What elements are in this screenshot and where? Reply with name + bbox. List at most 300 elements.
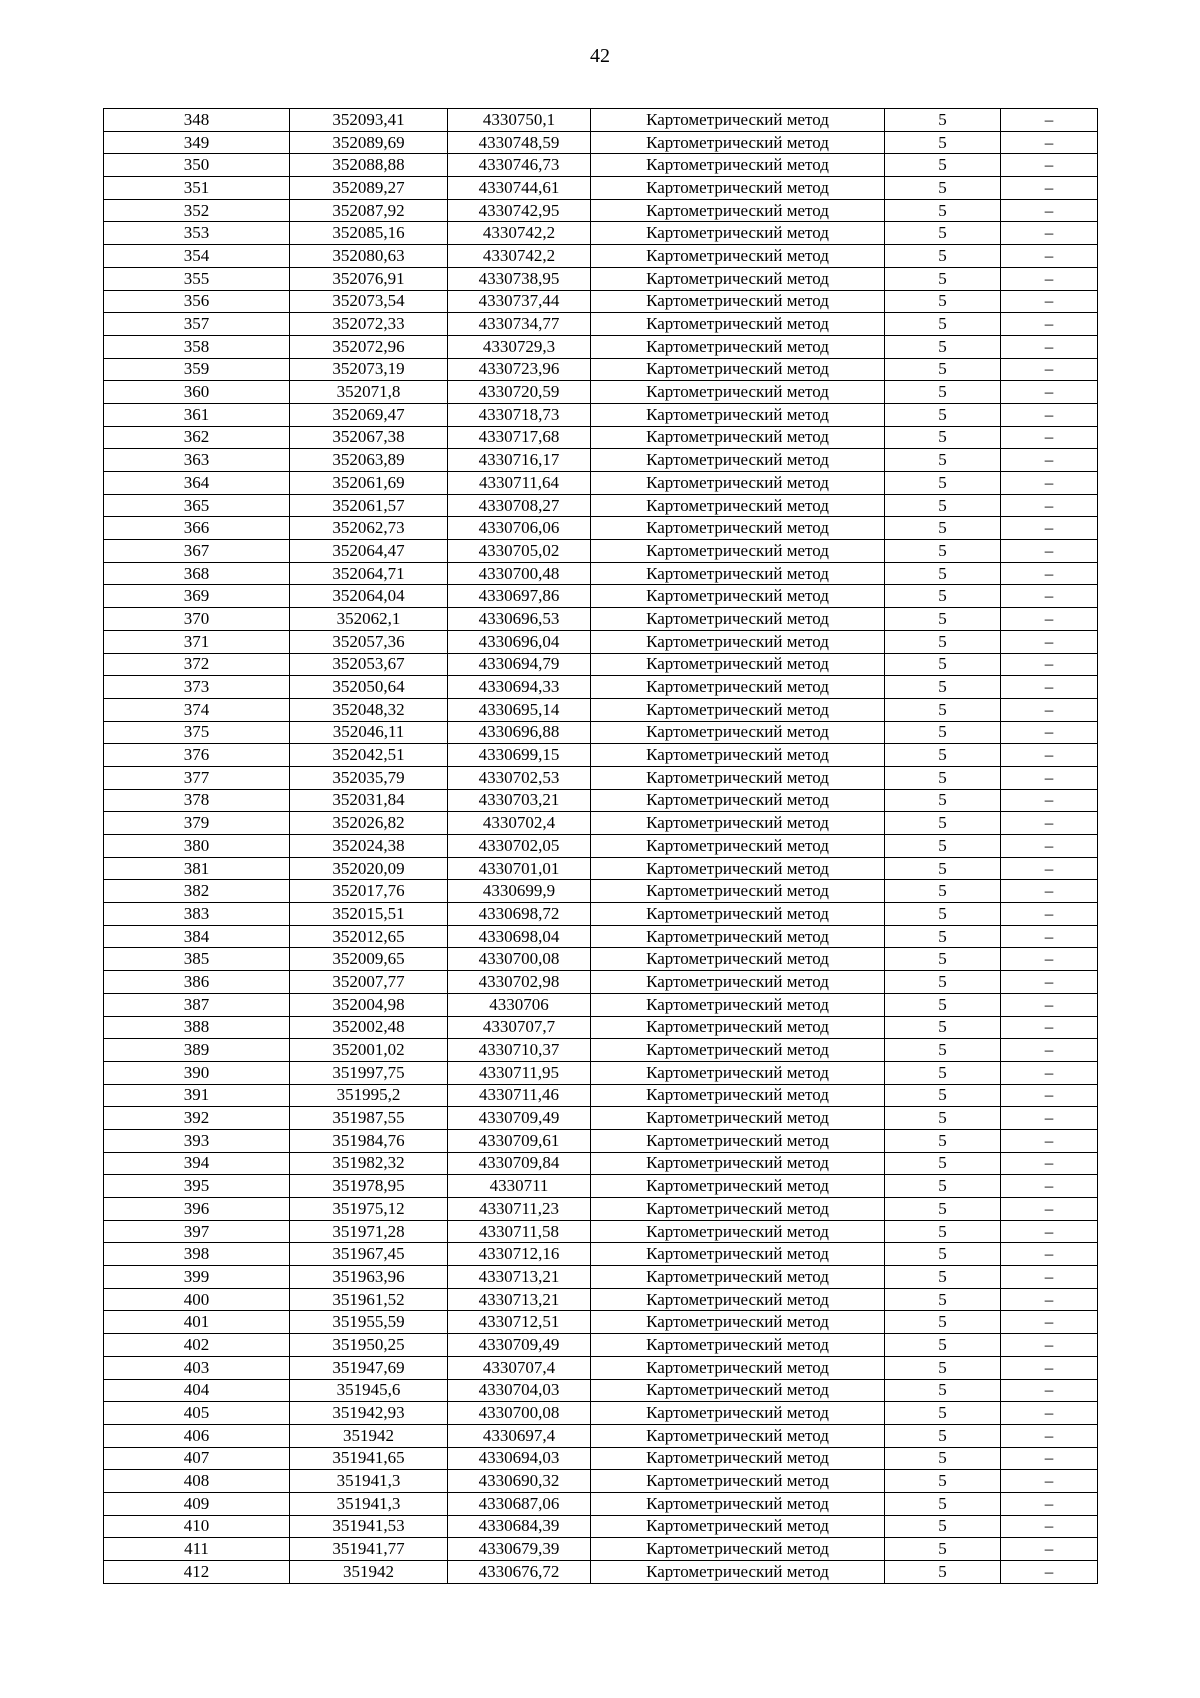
- point-number-cell: 382: [104, 880, 290, 903]
- note-cell: –: [1001, 1379, 1098, 1402]
- accuracy-cell: 5: [885, 857, 1001, 880]
- point-number-cell: 403: [104, 1356, 290, 1379]
- method-cell: Картометрический метод: [591, 1107, 885, 1130]
- x-coordinate-cell: 351963,96: [290, 1266, 448, 1289]
- note-cell: –: [1001, 653, 1098, 676]
- table-row: [104, 812, 1098, 835]
- accuracy-cell: 5: [885, 403, 1001, 426]
- note-cell: –: [1001, 1538, 1098, 1561]
- method-cell: Картометрический метод: [591, 903, 885, 926]
- y-coordinate-cell: 4330706,06: [448, 517, 591, 540]
- x-coordinate-cell: 352035,79: [290, 766, 448, 789]
- point-number-cell: 348: [104, 109, 290, 132]
- note-cell: –: [1001, 1356, 1098, 1379]
- accuracy-cell: 5: [885, 358, 1001, 381]
- note-cell: –: [1001, 925, 1098, 948]
- table-row: [104, 835, 1098, 858]
- table-row: [104, 1379, 1098, 1402]
- y-coordinate-cell: 4330708,27: [448, 494, 591, 517]
- y-coordinate-cell: 4330702,98: [448, 971, 591, 994]
- point-number-cell: 399: [104, 1266, 290, 1289]
- y-coordinate-cell: 4330687,06: [448, 1492, 591, 1515]
- y-coordinate-cell: 4330750,1: [448, 109, 591, 132]
- table-row: [104, 1538, 1098, 1561]
- note-cell: –: [1001, 381, 1098, 404]
- note-cell: –: [1001, 1243, 1098, 1266]
- method-cell: Картометрический метод: [591, 199, 885, 222]
- note-cell: –: [1001, 267, 1098, 290]
- y-coordinate-cell: 4330697,86: [448, 585, 591, 608]
- x-coordinate-cell: 352020,09: [290, 857, 448, 880]
- y-coordinate-cell: 4330711,95: [448, 1061, 591, 1084]
- y-coordinate-cell: 4330729,3: [448, 335, 591, 358]
- table-row: [104, 1288, 1098, 1311]
- y-coordinate-cell: 4330676,72: [448, 1561, 591, 1584]
- x-coordinate-cell: 352072,33: [290, 313, 448, 336]
- note-cell: –: [1001, 1220, 1098, 1243]
- x-coordinate-cell: 352071,8: [290, 381, 448, 404]
- point-number-cell: 358: [104, 335, 290, 358]
- method-cell: Картометрический метод: [591, 1039, 885, 1062]
- accuracy-cell: 5: [885, 1152, 1001, 1175]
- table-row: [104, 608, 1098, 631]
- x-coordinate-cell: 351945,6: [290, 1379, 448, 1402]
- accuracy-cell: 5: [885, 517, 1001, 540]
- accuracy-cell: 5: [885, 1288, 1001, 1311]
- x-coordinate-cell: 351941,3: [290, 1470, 448, 1493]
- accuracy-cell: 5: [885, 177, 1001, 200]
- method-cell: Картометрический метод: [591, 1424, 885, 1447]
- method-cell: Картометрический метод: [591, 154, 885, 177]
- note-cell: –: [1001, 1424, 1098, 1447]
- method-cell: Картометрический метод: [591, 222, 885, 245]
- table-row: [104, 109, 1098, 132]
- table-row: [104, 358, 1098, 381]
- note-cell: –: [1001, 1492, 1098, 1515]
- point-number-cell: 384: [104, 925, 290, 948]
- table-row: [104, 1447, 1098, 1470]
- page-number: 42: [590, 45, 610, 67]
- note-cell: –: [1001, 540, 1098, 563]
- method-cell: Картометрический метод: [591, 766, 885, 789]
- y-coordinate-cell: 4330707,4: [448, 1356, 591, 1379]
- accuracy-cell: 5: [885, 948, 1001, 971]
- point-number-cell: 410: [104, 1515, 290, 1538]
- note-cell: –: [1001, 426, 1098, 449]
- method-cell: Картометрический метод: [591, 403, 885, 426]
- point-number-cell: 400: [104, 1288, 290, 1311]
- method-cell: Картометрический метод: [591, 812, 885, 835]
- method-cell: Картометрический метод: [591, 676, 885, 699]
- x-coordinate-cell: 352050,64: [290, 676, 448, 699]
- point-number-cell: 363: [104, 449, 290, 472]
- x-coordinate-cell: 351942,93: [290, 1402, 448, 1425]
- accuracy-cell: 5: [885, 1061, 1001, 1084]
- note-cell: –: [1001, 245, 1098, 268]
- method-cell: Картометрический метод: [591, 267, 885, 290]
- accuracy-cell: 5: [885, 245, 1001, 268]
- note-cell: –: [1001, 109, 1098, 132]
- x-coordinate-cell: 352004,98: [290, 993, 448, 1016]
- y-coordinate-cell: 4330748,59: [448, 131, 591, 154]
- table-row: [104, 290, 1098, 313]
- x-coordinate-cell: 352046,11: [290, 721, 448, 744]
- point-number-cell: 398: [104, 1243, 290, 1266]
- point-number-cell: 409: [104, 1492, 290, 1515]
- table-row: [104, 222, 1098, 245]
- point-number-cell: 408: [104, 1470, 290, 1493]
- accuracy-cell: 5: [885, 971, 1001, 994]
- point-number-cell: 394: [104, 1152, 290, 1175]
- method-cell: Картометрический метод: [591, 1492, 885, 1515]
- point-number-cell: 378: [104, 789, 290, 812]
- note-cell: –: [1001, 1061, 1098, 1084]
- table-row: [104, 313, 1098, 336]
- x-coordinate-cell: 352087,92: [290, 199, 448, 222]
- table-row: [104, 1016, 1098, 1039]
- coordinates-table: [103, 108, 1098, 1584]
- x-coordinate-cell: 352069,47: [290, 403, 448, 426]
- y-coordinate-cell: 4330720,59: [448, 381, 591, 404]
- note-cell: –: [1001, 1266, 1098, 1289]
- point-number-cell: 392: [104, 1107, 290, 1130]
- note-cell: –: [1001, 1198, 1098, 1221]
- accuracy-cell: 5: [885, 1175, 1001, 1198]
- note-cell: –: [1001, 199, 1098, 222]
- method-cell: Картометрический метод: [591, 131, 885, 154]
- accuracy-cell: 5: [885, 1016, 1001, 1039]
- table-row: [104, 1107, 1098, 1130]
- y-coordinate-cell: 4330698,04: [448, 925, 591, 948]
- y-coordinate-cell: 4330718,73: [448, 403, 591, 426]
- table-row: [104, 494, 1098, 517]
- point-number-cell: 375: [104, 721, 290, 744]
- point-number-cell: 395: [104, 1175, 290, 1198]
- point-number-cell: 396: [104, 1198, 290, 1221]
- accuracy-cell: 5: [885, 1334, 1001, 1357]
- table-row: [104, 245, 1098, 268]
- method-cell: Картометрический метод: [591, 1084, 885, 1107]
- x-coordinate-cell: 352085,16: [290, 222, 448, 245]
- accuracy-cell: 5: [885, 540, 1001, 563]
- table-row: [104, 1243, 1098, 1266]
- method-cell: Картометрический метод: [591, 630, 885, 653]
- method-cell: Картометрический метод: [591, 1129, 885, 1152]
- y-coordinate-cell: 4330702,53: [448, 766, 591, 789]
- y-coordinate-cell: 4330709,49: [448, 1334, 591, 1357]
- method-cell: Картометрический метод: [591, 1402, 885, 1425]
- note-cell: –: [1001, 1152, 1098, 1175]
- method-cell: Картометрический метод: [591, 585, 885, 608]
- note-cell: –: [1001, 880, 1098, 903]
- table-row: [104, 1175, 1098, 1198]
- method-cell: Картометрический метод: [591, 948, 885, 971]
- accuracy-cell: 5: [885, 835, 1001, 858]
- accuracy-cell: 5: [885, 1220, 1001, 1243]
- x-coordinate-cell: 352089,27: [290, 177, 448, 200]
- table-row: [104, 721, 1098, 744]
- method-cell: Картометрический метод: [591, 1515, 885, 1538]
- note-cell: –: [1001, 313, 1098, 336]
- table-row: [104, 630, 1098, 653]
- accuracy-cell: 5: [885, 1492, 1001, 1515]
- method-cell: Картометрический метод: [591, 789, 885, 812]
- accuracy-cell: 5: [885, 766, 1001, 789]
- x-coordinate-cell: 352061,69: [290, 472, 448, 495]
- method-cell: Картометрический метод: [591, 313, 885, 336]
- accuracy-cell: 5: [885, 449, 1001, 472]
- y-coordinate-cell: 4330690,32: [448, 1470, 591, 1493]
- point-number-cell: 380: [104, 835, 290, 858]
- note-cell: –: [1001, 562, 1098, 585]
- table-row: [104, 789, 1098, 812]
- note-cell: –: [1001, 948, 1098, 971]
- table-row: [104, 1039, 1098, 1062]
- point-number-cell: 368: [104, 562, 290, 585]
- table-row: [104, 472, 1098, 495]
- x-coordinate-cell: 352053,67: [290, 653, 448, 676]
- method-cell: Картометрический метод: [591, 1175, 885, 1198]
- method-cell: Картометрический метод: [591, 1198, 885, 1221]
- x-coordinate-cell: 352064,71: [290, 562, 448, 585]
- x-coordinate-cell: 352073,54: [290, 290, 448, 313]
- x-coordinate-cell: 352017,76: [290, 880, 448, 903]
- point-number-cell: 367: [104, 540, 290, 563]
- x-coordinate-cell: 352076,91: [290, 267, 448, 290]
- accuracy-cell: 5: [885, 290, 1001, 313]
- point-number-cell: 355: [104, 267, 290, 290]
- point-number-cell: 407: [104, 1447, 290, 1470]
- x-coordinate-cell: 352064,47: [290, 540, 448, 563]
- note-cell: –: [1001, 358, 1098, 381]
- accuracy-cell: 5: [885, 1198, 1001, 1221]
- x-coordinate-cell: 352067,38: [290, 426, 448, 449]
- y-coordinate-cell: 4330694,03: [448, 1447, 591, 1470]
- table-row: [104, 267, 1098, 290]
- x-coordinate-cell: 351971,28: [290, 1220, 448, 1243]
- point-number-cell: 393: [104, 1129, 290, 1152]
- point-number-cell: 386: [104, 971, 290, 994]
- accuracy-cell: 5: [885, 426, 1001, 449]
- table-row: [104, 880, 1098, 903]
- note-cell: –: [1001, 1288, 1098, 1311]
- note-cell: –: [1001, 630, 1098, 653]
- accuracy-cell: 5: [885, 335, 1001, 358]
- accuracy-cell: 5: [885, 721, 1001, 744]
- table-row: [104, 381, 1098, 404]
- y-coordinate-cell: 4330704,03: [448, 1379, 591, 1402]
- x-coordinate-cell: 351997,75: [290, 1061, 448, 1084]
- note-cell: –: [1001, 177, 1098, 200]
- method-cell: Картометрический метод: [591, 880, 885, 903]
- y-coordinate-cell: 4330712,16: [448, 1243, 591, 1266]
- y-coordinate-cell: 4330679,39: [448, 1538, 591, 1561]
- accuracy-cell: 5: [885, 1515, 1001, 1538]
- table-row: [104, 517, 1098, 540]
- x-coordinate-cell: 352002,48: [290, 1016, 448, 1039]
- point-number-cell: 376: [104, 744, 290, 767]
- note-cell: –: [1001, 1107, 1098, 1130]
- accuracy-cell: 5: [885, 698, 1001, 721]
- point-number-cell: 389: [104, 1039, 290, 1062]
- note-cell: –: [1001, 698, 1098, 721]
- table-row: [104, 177, 1098, 200]
- point-number-cell: 401: [104, 1311, 290, 1334]
- table-row: [104, 540, 1098, 563]
- y-coordinate-cell: 4330713,21: [448, 1288, 591, 1311]
- accuracy-cell: 5: [885, 1470, 1001, 1493]
- note-cell: –: [1001, 1515, 1098, 1538]
- point-number-cell: 373: [104, 676, 290, 699]
- point-number-cell: 391: [104, 1084, 290, 1107]
- x-coordinate-cell: 351947,69: [290, 1356, 448, 1379]
- y-coordinate-cell: 4330696,88: [448, 721, 591, 744]
- y-coordinate-cell: 4330698,72: [448, 903, 591, 926]
- method-cell: Картометрический метод: [591, 698, 885, 721]
- method-cell: Картометрический метод: [591, 245, 885, 268]
- note-cell: –: [1001, 993, 1098, 1016]
- x-coordinate-cell: 351942: [290, 1561, 448, 1584]
- y-coordinate-cell: 4330700,48: [448, 562, 591, 585]
- x-coordinate-cell: 352042,51: [290, 744, 448, 767]
- note-cell: –: [1001, 676, 1098, 699]
- y-coordinate-cell: 4330695,14: [448, 698, 591, 721]
- method-cell: Картометрический метод: [591, 1334, 885, 1357]
- y-coordinate-cell: 4330738,95: [448, 267, 591, 290]
- y-coordinate-cell: 4330737,44: [448, 290, 591, 313]
- table-row: [104, 1515, 1098, 1538]
- x-coordinate-cell: 352048,32: [290, 698, 448, 721]
- method-cell: Картометрический метод: [591, 358, 885, 381]
- y-coordinate-cell: 4330707,7: [448, 1016, 591, 1039]
- table-row: [104, 1402, 1098, 1425]
- accuracy-cell: 5: [885, 222, 1001, 245]
- note-cell: –: [1001, 812, 1098, 835]
- table-row: [104, 426, 1098, 449]
- point-number-cell: 371: [104, 630, 290, 653]
- method-cell: Картометрический метод: [591, 721, 885, 744]
- table-row: [104, 971, 1098, 994]
- y-coordinate-cell: 4330696,53: [448, 608, 591, 631]
- accuracy-cell: 5: [885, 472, 1001, 495]
- x-coordinate-cell: 352080,63: [290, 245, 448, 268]
- point-number-cell: 357: [104, 313, 290, 336]
- note-cell: –: [1001, 494, 1098, 517]
- accuracy-cell: 5: [885, 154, 1001, 177]
- point-number-cell: 388: [104, 1016, 290, 1039]
- y-coordinate-cell: 4330684,39: [448, 1515, 591, 1538]
- method-cell: Картометрический метод: [591, 381, 885, 404]
- y-coordinate-cell: 4330711,64: [448, 472, 591, 495]
- note-cell: –: [1001, 1470, 1098, 1493]
- point-number-cell: 365: [104, 494, 290, 517]
- note-cell: –: [1001, 154, 1098, 177]
- y-coordinate-cell: 4330711,23: [448, 1198, 591, 1221]
- y-coordinate-cell: 4330744,61: [448, 177, 591, 200]
- x-coordinate-cell: 352001,02: [290, 1039, 448, 1062]
- note-cell: –: [1001, 335, 1098, 358]
- y-coordinate-cell: 4330705,02: [448, 540, 591, 563]
- y-coordinate-cell: 4330709,61: [448, 1129, 591, 1152]
- point-number-cell: 369: [104, 585, 290, 608]
- accuracy-cell: 5: [885, 744, 1001, 767]
- x-coordinate-cell: 351975,12: [290, 1198, 448, 1221]
- coordinates-table-body: [104, 109, 1098, 1584]
- x-coordinate-cell: 352062,73: [290, 517, 448, 540]
- table-row: [104, 154, 1098, 177]
- accuracy-cell: 5: [885, 267, 1001, 290]
- note-cell: –: [1001, 1311, 1098, 1334]
- table-row: [104, 1561, 1098, 1584]
- point-number-cell: 402: [104, 1334, 290, 1357]
- table-row: [104, 562, 1098, 585]
- table-row: [104, 925, 1098, 948]
- point-number-cell: 405: [104, 1402, 290, 1425]
- point-number-cell: 379: [104, 812, 290, 835]
- x-coordinate-cell: 351941,3: [290, 1492, 448, 1515]
- table-row: [104, 766, 1098, 789]
- table-row: [104, 1424, 1098, 1447]
- y-coordinate-cell: 4330742,95: [448, 199, 591, 222]
- accuracy-cell: 5: [885, 630, 1001, 653]
- note-cell: –: [1001, 290, 1098, 313]
- y-coordinate-cell: 4330713,21: [448, 1266, 591, 1289]
- accuracy-cell: 5: [885, 1424, 1001, 1447]
- accuracy-cell: 5: [885, 812, 1001, 835]
- table-row: [104, 744, 1098, 767]
- method-cell: Картометрический метод: [591, 1379, 885, 1402]
- x-coordinate-cell: 351978,95: [290, 1175, 448, 1198]
- accuracy-cell: 5: [885, 1243, 1001, 1266]
- x-coordinate-cell: 352089,69: [290, 131, 448, 154]
- note-cell: –: [1001, 585, 1098, 608]
- point-number-cell: 356: [104, 290, 290, 313]
- y-coordinate-cell: 4330746,73: [448, 154, 591, 177]
- table-row: [104, 1129, 1098, 1152]
- x-coordinate-cell: 352007,77: [290, 971, 448, 994]
- accuracy-cell: 5: [885, 1402, 1001, 1425]
- accuracy-cell: 5: [885, 925, 1001, 948]
- point-number-cell: 390: [104, 1061, 290, 1084]
- y-coordinate-cell: 4330702,4: [448, 812, 591, 835]
- x-coordinate-cell: 352026,82: [290, 812, 448, 835]
- x-coordinate-cell: 352061,57: [290, 494, 448, 517]
- x-coordinate-cell: 352093,41: [290, 109, 448, 132]
- method-cell: Картометрический метод: [591, 925, 885, 948]
- table-row: [104, 903, 1098, 926]
- table-row: [104, 1266, 1098, 1289]
- y-coordinate-cell: 4330694,33: [448, 676, 591, 699]
- x-coordinate-cell: 352009,65: [290, 948, 448, 971]
- x-coordinate-cell: 351961,52: [290, 1288, 448, 1311]
- note-cell: –: [1001, 1129, 1098, 1152]
- x-coordinate-cell: 352088,88: [290, 154, 448, 177]
- x-coordinate-cell: 351941,77: [290, 1538, 448, 1561]
- x-coordinate-cell: 352031,84: [290, 789, 448, 812]
- accuracy-cell: 5: [885, 1379, 1001, 1402]
- note-cell: –: [1001, 449, 1098, 472]
- x-coordinate-cell: 351941,65: [290, 1447, 448, 1470]
- note-cell: –: [1001, 1447, 1098, 1470]
- point-number-cell: 385: [104, 948, 290, 971]
- point-number-cell: 366: [104, 517, 290, 540]
- table-row: [104, 857, 1098, 880]
- y-coordinate-cell: 4330742,2: [448, 222, 591, 245]
- x-coordinate-cell: 352064,04: [290, 585, 448, 608]
- y-coordinate-cell: 4330716,17: [448, 449, 591, 472]
- note-cell: –: [1001, 835, 1098, 858]
- point-number-cell: 362: [104, 426, 290, 449]
